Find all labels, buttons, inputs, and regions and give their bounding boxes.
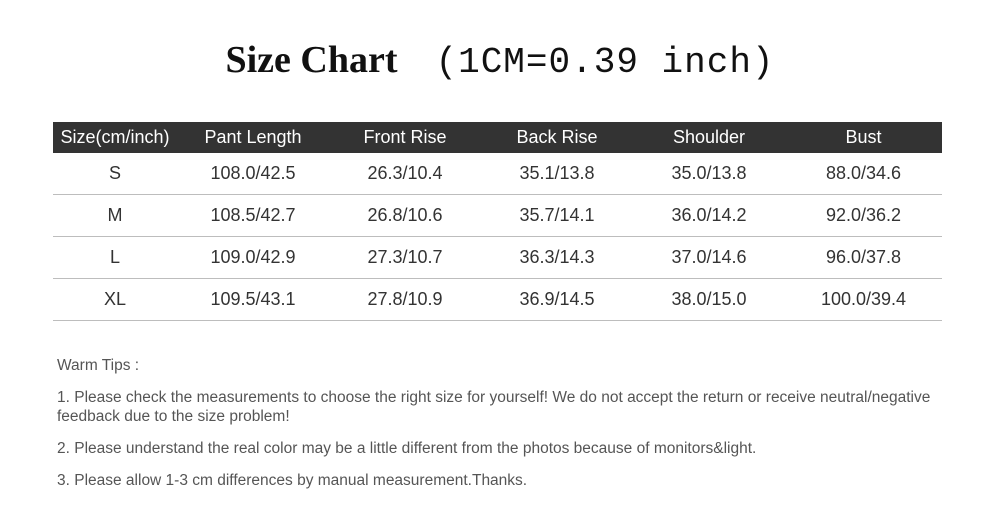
cell-shoulder: 38.0/15.0 [633, 279, 785, 321]
cell-pant-length: 108.0/42.5 [177, 153, 329, 195]
cell-back-rise: 36.9/14.5 [481, 279, 633, 321]
table-header-row [53, 122, 942, 153]
cell-size: XL [53, 279, 177, 321]
cell-pant-length: 109.5/43.1 [177, 279, 329, 321]
cell-pant-length: 108.5/42.7 [177, 195, 329, 237]
cell-back-rise: 35.7/14.1 [481, 195, 633, 237]
cell-front-rise: 27.8/10.9 [329, 279, 481, 321]
cell-front-rise: 27.3/10.7 [329, 237, 481, 279]
cell-front-rise: 26.8/10.6 [329, 195, 481, 237]
table-row [53, 153, 942, 195]
warm-tips [57, 356, 957, 503]
table-row [53, 237, 942, 279]
cell-shoulder: 37.0/14.6 [633, 237, 785, 279]
header-back-rise: Back Rise [481, 122, 633, 153]
cell-size: L [53, 237, 177, 279]
header-front-rise: Front Rise [329, 122, 481, 153]
cell-shoulder: 35.0/13.8 [633, 153, 785, 195]
page-title [0, 34, 1000, 89]
cell-bust: 100.0/39.4 [785, 279, 942, 321]
size-table [53, 122, 942, 321]
header-size: Size(cm/inch) [53, 122, 177, 153]
tip-item: 1. Please check the measurements to choose the right size for yourself! We do not accept the return or receive neutral/negative feedback due to the size problem! [57, 389, 931, 425]
cell-shoulder: 36.0/14.2 [633, 195, 785, 237]
cell-back-rise: 36.3/14.3 [481, 237, 633, 279]
cell-front-rise: 26.3/10.4 [329, 153, 481, 195]
cell-back-rise: 35.1/13.8 [481, 153, 633, 195]
cell-bust: 88.0/34.6 [785, 153, 942, 195]
tip-item: 3. Please allow 1-3 cm differences by manual measurement.Thanks. [57, 472, 528, 489]
tips-title: Warm Tips : [57, 357, 140, 374]
cell-bust: 96.0/37.8 [785, 237, 942, 279]
cell-pant-length: 109.0/42.9 [177, 237, 329, 279]
header-shoulder: Shoulder [633, 122, 785, 153]
table-row [53, 195, 942, 237]
title-main: Size Chart [225, 39, 398, 81]
cell-size: S [53, 153, 177, 195]
table-row [53, 279, 942, 321]
header-bust: Bust [785, 122, 942, 153]
cell-size: M [53, 195, 177, 237]
title-unit-note: (1CM=0.39 inch) [435, 42, 775, 83]
tip-item: 2. Please understand the real color may be a little different from the photos because of monitors&light. [57, 440, 757, 457]
cell-bust: 92.0/36.2 [785, 195, 942, 237]
header-pant-length: Pant Length [177, 122, 329, 153]
